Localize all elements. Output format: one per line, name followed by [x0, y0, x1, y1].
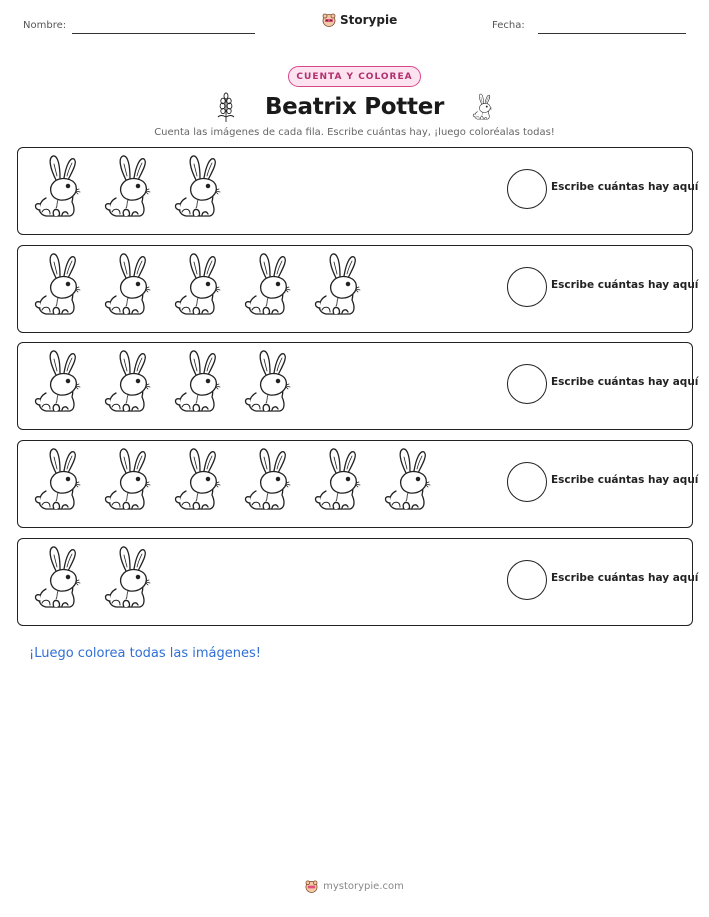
activity-badge: CUENTA Y COLOREA: [288, 66, 421, 87]
page-title: Beatrix Potter: [264, 94, 445, 120]
count-row: [17, 342, 699, 430]
name-line[interactable]: [72, 33, 255, 34]
rabbit-icon: [168, 154, 230, 220]
rabbit-icon: [98, 252, 160, 318]
bunny-group: [28, 252, 370, 322]
rabbit-icon: [308, 447, 370, 513]
rabbit-icon: [98, 154, 160, 220]
site-footer: [0, 880, 709, 893]
count-row: [17, 245, 699, 333]
rabbit-icon: [98, 447, 160, 513]
date-line[interactable]: [538, 33, 686, 34]
answer-label: Escribe cuántas hay aquí: [551, 181, 699, 193]
rabbit-icon: [168, 447, 230, 513]
rabbit-icon: [28, 252, 90, 318]
storypie-logo-icon: [305, 880, 318, 893]
rabbit-icon: [98, 545, 160, 611]
rabbit-icon: [470, 91, 496, 123]
bunny-group: [28, 447, 440, 517]
rabbit-icon: [28, 545, 90, 611]
rabbit-icon: [238, 252, 300, 318]
count-row: [17, 440, 699, 528]
bunny-group: [28, 545, 160, 615]
count-row: [17, 147, 699, 235]
title-row: [0, 90, 709, 124]
footer-note: ¡Luego colorea todas las imágenes!: [29, 646, 261, 661]
answer-circle[interactable]: [507, 169, 547, 209]
storypie-logo-icon: [322, 13, 336, 27]
rabbit-icon: [98, 349, 160, 415]
lavender-flower-icon: [213, 91, 239, 123]
answer-circle[interactable]: [507, 560, 547, 600]
bunny-group: [28, 349, 300, 419]
name-label: Nombre:: [23, 20, 67, 31]
brand-name: Storypie: [340, 13, 398, 27]
instructions: Cuenta las imágenes de cada fila. Escribe cuántas hay, ¡luego coloréalas todas!: [154, 127, 555, 138]
count-row: [17, 538, 699, 626]
rabbit-icon: [168, 349, 230, 415]
rabbit-icon: [168, 252, 230, 318]
answer-label: Escribe cuántas hay aquí: [551, 572, 699, 584]
answer-label: Escribe cuántas hay aquí: [551, 474, 699, 486]
rabbit-icon: [28, 154, 90, 220]
rabbit-icon: [308, 252, 370, 318]
rabbit-icon: [28, 447, 90, 513]
rabbit-icon: [28, 349, 90, 415]
rabbit-icon: [238, 447, 300, 513]
site-url: mystorypie.com: [323, 881, 404, 892]
rabbit-icon: [238, 349, 300, 415]
answer-circle[interactable]: [507, 267, 547, 307]
bunny-group: [28, 154, 230, 224]
date-label: Fecha:: [492, 20, 525, 31]
rabbit-icon: [378, 447, 440, 513]
answer-label: Escribe cuántas hay aquí: [551, 279, 699, 291]
brand: [322, 13, 397, 27]
answer-label: Escribe cuántas hay aquí: [551, 376, 699, 388]
answer-circle[interactable]: [507, 364, 547, 404]
answer-circle[interactable]: [507, 462, 547, 502]
